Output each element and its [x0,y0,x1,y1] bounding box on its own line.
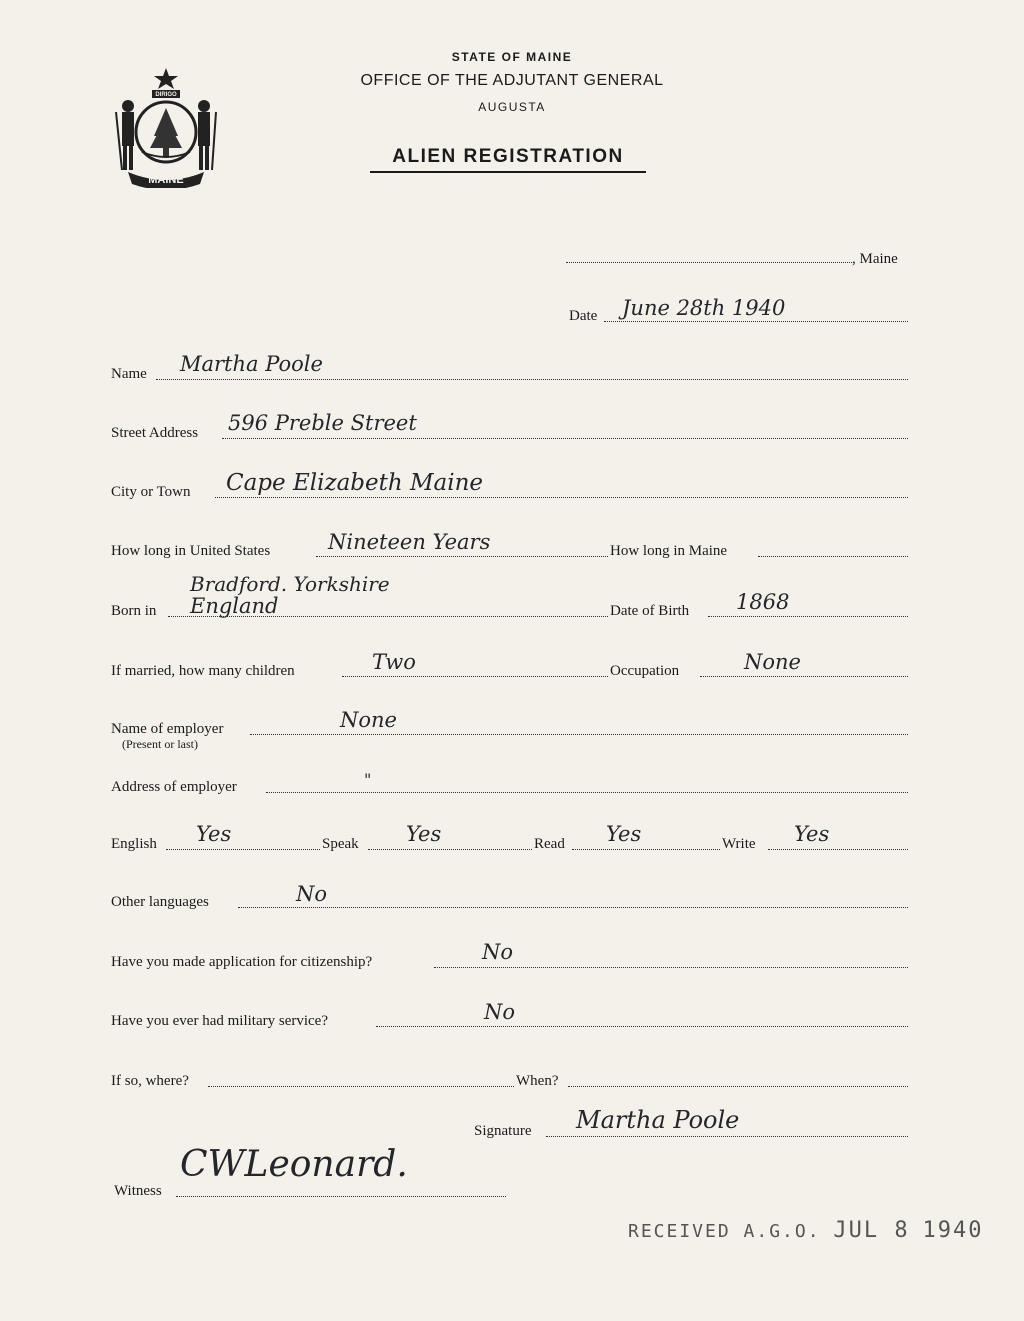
street-label: Street Address [111,425,199,441]
signature-label: Signature [474,1123,532,1139]
signature-value: Martha Poole [576,1106,740,1134]
when-label: When? [516,1073,559,1089]
city-value: Cape Elizabeth Maine [226,470,484,496]
citizenship-value: No [482,940,514,964]
how-long-maine-line [758,556,908,557]
how-long-us-line [316,556,608,557]
speak-line [368,849,532,850]
if-so-where-label: If so, where? [111,1073,189,1089]
witness-label: Witness [114,1183,162,1199]
received-stamp [628,1218,983,1243]
date-value: June 28th 1940 [622,296,786,320]
city-label: City or Town [111,484,191,500]
born-in-line2-value: England [190,594,279,618]
name-value: Martha Poole [180,352,323,376]
other-languages-value: No [296,882,328,906]
citizenship-label: Have you made application for citizenship? [111,954,373,970]
signature-line [546,1136,908,1137]
how-long-maine-label: How long in Maine [610,543,728,559]
stamp-text: RECEIVED A.G.O. [628,1221,821,1242]
witness-line [176,1196,506,1197]
street-line [222,438,908,439]
read-label: Read [534,836,565,852]
born-in-label: Born in [111,603,157,619]
employer-line [250,734,908,735]
english-line [166,849,320,850]
date-line [604,321,908,322]
date-label: Date [569,308,598,324]
english-value: Yes [196,822,232,846]
town-line [566,262,852,263]
city-line [215,497,908,498]
other-languages-line [238,907,908,908]
employer-value: None [340,708,397,732]
employer-note: (Present or last) [122,737,198,751]
write-label: Write [722,836,756,852]
form-title: ALIEN REGISTRATION [370,146,646,173]
other-languages-label: Other languages [111,894,209,910]
write-line [768,849,908,850]
seal-banner-text: MAINE [148,174,184,186]
header-city: AUGUSTA [478,100,546,114]
write-value: Yes [794,822,830,846]
employer-address-value: " [364,770,372,789]
seal-motto-text: DIRIGO [155,92,177,98]
witness-value: CWLeonard. [180,1144,408,1185]
stamp-year: 1940 [922,1218,984,1243]
stamp-month-day: JUL 8 [833,1218,910,1243]
date-of-birth-label: Date of Birth [610,603,690,619]
occupation-value: None [744,650,801,674]
how-long-us-label: How long in United States [111,543,271,559]
military-line [376,1026,908,1027]
maine-label: , Maine [852,251,898,267]
children-label: If married, how many children [111,663,295,679]
when-line [568,1086,908,1087]
employer-label: Name of employer [111,721,224,737]
military-label: Have you ever had military service? [111,1013,328,1029]
name-label: Name [111,366,147,382]
employer-address-line [266,792,908,793]
street-value: 596 Preble Street [228,411,417,435]
speak-label: Speak [322,836,359,852]
occupation-line [700,676,908,677]
how-long-us-value: Nineteen Years [328,530,491,554]
children-value: Two [372,650,416,674]
military-value: No [484,1000,516,1024]
born-in-line1-value: Bradford. Yorkshire [190,572,390,596]
speak-value: Yes [406,822,442,846]
english-label: English [111,836,157,852]
name-line [156,379,908,380]
children-line [342,676,608,677]
date-of-birth-line [708,616,908,617]
citizenship-line [434,967,908,968]
header-office: OFFICE OF THE ADJUTANT GENERAL [360,72,664,89]
employer-address-label: Address of employer [111,779,237,795]
date-of-birth-value: 1868 [736,590,790,614]
occupation-label: Occupation [610,663,680,679]
if-so-where-line [208,1086,514,1087]
header-state: STATE OF MAINE [451,50,573,64]
read-value: Yes [606,822,642,846]
read-line [572,849,720,850]
